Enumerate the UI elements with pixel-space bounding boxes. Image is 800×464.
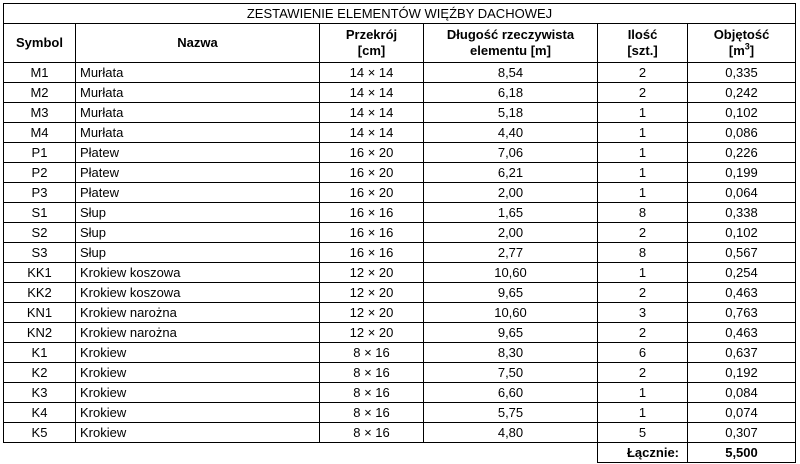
- cell-symbol: K1: [4, 343, 76, 363]
- cell-volume: 0,254: [688, 263, 796, 283]
- cell-name: Krokiew koszowa: [76, 263, 320, 283]
- table-row: [4, 103, 796, 123]
- cell-volume: 0,335: [688, 63, 796, 83]
- cell-symbol: S3: [4, 243, 76, 263]
- cell-volume: 0,463: [688, 323, 796, 343]
- cell-qty: 3: [598, 303, 688, 323]
- cell-qty: 1: [598, 383, 688, 403]
- header-volume-line2-post: ]: [749, 43, 755, 58]
- cell-volume: 0,086: [688, 123, 796, 143]
- cell-qty: 2: [598, 63, 688, 83]
- cell-qty: 1: [598, 263, 688, 283]
- cell-length: 2,77: [424, 243, 598, 263]
- header-length-line2: elementu [m]: [470, 43, 551, 58]
- cell-length: 5,75: [424, 403, 598, 423]
- cell-section: 14 × 14: [320, 83, 424, 103]
- cell-length: 7,50: [424, 363, 598, 383]
- table-row: [4, 123, 796, 143]
- cell-qty: 2: [598, 223, 688, 243]
- table-row: [4, 223, 796, 243]
- cell-name: Słup: [76, 243, 320, 263]
- cell-volume: 0,637: [688, 343, 796, 363]
- cell-volume: 0,307: [688, 423, 796, 443]
- cell-qty: 5: [598, 423, 688, 443]
- cell-section: 16 × 20: [320, 143, 424, 163]
- cell-length: 10,60: [424, 263, 598, 283]
- cell-length: 1,65: [424, 203, 598, 223]
- roof-elements-table: [3, 3, 796, 463]
- table-row: [4, 383, 796, 403]
- cell-length: 10,60: [424, 303, 598, 323]
- total-row: [4, 443, 796, 463]
- cell-qty: 2: [598, 83, 688, 103]
- table-row: [4, 263, 796, 283]
- table-row: [4, 343, 796, 363]
- table-row: [4, 203, 796, 223]
- cell-name: Murłata: [76, 123, 320, 143]
- cell-symbol: P2: [4, 163, 76, 183]
- header-section-line1: Przekrój: [345, 27, 398, 42]
- cell-name: Płatew: [76, 183, 320, 203]
- header-qty: [598, 24, 688, 63]
- cell-length: 8,54: [424, 63, 598, 83]
- cell-symbol: KK2: [4, 283, 76, 303]
- cell-volume: 0,074: [688, 403, 796, 423]
- cell-section: 12 × 20: [320, 303, 424, 323]
- cell-name: Słup: [76, 223, 320, 243]
- cell-symbol: KN1: [4, 303, 76, 323]
- cell-section: 16 × 16: [320, 203, 424, 223]
- header-section-line2: [cm]: [357, 43, 386, 58]
- cell-volume: 0,102: [688, 103, 796, 123]
- total-label: Łącznie:: [598, 443, 688, 463]
- cell-length: 7,06: [424, 143, 598, 163]
- cell-section: 12 × 20: [320, 323, 424, 343]
- cell-name: Murłata: [76, 83, 320, 103]
- cell-name: Krokiew: [76, 403, 320, 423]
- cell-volume: 0,338: [688, 203, 796, 223]
- cell-section: 14 × 14: [320, 103, 424, 123]
- cell-section: 12 × 20: [320, 283, 424, 303]
- cell-volume: 0,084: [688, 383, 796, 403]
- cell-symbol: KK1: [4, 263, 76, 283]
- table-row: [4, 83, 796, 103]
- cell-name: Krokiew narożna: [76, 323, 320, 343]
- cell-length: 4,40: [424, 123, 598, 143]
- cell-qty: 2: [598, 363, 688, 383]
- cell-symbol: K3: [4, 383, 76, 403]
- cell-length: 6,18: [424, 83, 598, 103]
- header-length-line1: Długość rzeczywista: [446, 27, 575, 42]
- cell-symbol: M3: [4, 103, 76, 123]
- cell-symbol: M2: [4, 83, 76, 103]
- header-qty-line1: Ilość: [627, 27, 658, 42]
- table-row: [4, 143, 796, 163]
- cell-qty: 1: [598, 183, 688, 203]
- cell-section: 12 × 20: [320, 263, 424, 283]
- cell-qty: 6: [598, 343, 688, 363]
- cell-name: Słup: [76, 203, 320, 223]
- cell-length: 6,21: [424, 163, 598, 183]
- cell-length: 9,65: [424, 323, 598, 343]
- cell-volume: 0,102: [688, 223, 796, 243]
- cell-volume: 0,192: [688, 363, 796, 383]
- cell-symbol: S1: [4, 203, 76, 223]
- cell-name: Krokiew: [76, 363, 320, 383]
- cell-symbol: K4: [4, 403, 76, 423]
- cell-name: Krokiew: [76, 383, 320, 403]
- cell-qty: 1: [598, 403, 688, 423]
- cell-length: 5,18: [424, 103, 598, 123]
- cell-symbol: P1: [4, 143, 76, 163]
- cell-volume: 0,064: [688, 183, 796, 203]
- header-row: [4, 24, 796, 63]
- header-name: Nazwa: [76, 24, 320, 63]
- header-section: [320, 24, 424, 63]
- cell-length: 9,65: [424, 283, 598, 303]
- cell-section: 8 × 16: [320, 383, 424, 403]
- title-row: [4, 4, 796, 24]
- header-symbol: Symbol: [4, 24, 76, 63]
- cell-section: 8 × 16: [320, 343, 424, 363]
- cell-symbol: M1: [4, 63, 76, 83]
- cell-section: 8 × 16: [320, 403, 424, 423]
- table-row: [4, 403, 796, 423]
- table-title: ZESTAWIENIE ELEMENTÓW WIĘŹBY DACHOWEJ: [4, 4, 796, 24]
- cell-section: 14 × 14: [320, 63, 424, 83]
- header-qty-line2: [szt.]: [627, 43, 658, 58]
- table-body: [4, 63, 796, 443]
- table-row: [4, 183, 796, 203]
- cell-name: Krokiew narożna: [76, 303, 320, 323]
- table-row: [4, 323, 796, 343]
- cell-qty: 1: [598, 143, 688, 163]
- cell-name: Płatew: [76, 143, 320, 163]
- cell-symbol: K5: [4, 423, 76, 443]
- header-volume: [688, 24, 796, 63]
- cell-symbol: M4: [4, 123, 76, 143]
- cell-name: Płatew: [76, 163, 320, 183]
- cell-qty: 2: [598, 323, 688, 343]
- cell-name: Krokiew: [76, 343, 320, 363]
- cell-qty: 1: [598, 103, 688, 123]
- table-container: [3, 3, 796, 463]
- cell-name: Krokiew: [76, 423, 320, 443]
- cell-length: 6,60: [424, 383, 598, 403]
- table-row: [4, 363, 796, 383]
- cell-length: 8,30: [424, 343, 598, 363]
- cell-section: 16 × 20: [320, 183, 424, 203]
- cell-volume: 0,463: [688, 283, 796, 303]
- cell-length: 4,80: [424, 423, 598, 443]
- cell-qty: 8: [598, 203, 688, 223]
- cell-symbol: P3: [4, 183, 76, 203]
- table-row: [4, 303, 796, 323]
- cell-name: Krokiew koszowa: [76, 283, 320, 303]
- cell-symbol: K2: [4, 363, 76, 383]
- table-row: [4, 63, 796, 83]
- header-volume-line2-sup: 3: [744, 41, 750, 52]
- cell-section: 16 × 16: [320, 223, 424, 243]
- cell-section: 16 × 16: [320, 243, 424, 263]
- table-row: [4, 163, 796, 183]
- cell-volume: 0,567: [688, 243, 796, 263]
- cell-section: 16 × 20: [320, 163, 424, 183]
- cell-name: Murłata: [76, 63, 320, 83]
- total-spacer: [4, 443, 598, 463]
- cell-symbol: KN2: [4, 323, 76, 343]
- cell-length: 2,00: [424, 223, 598, 243]
- header-length: [424, 24, 598, 63]
- header-volume-line2-pre: [m: [728, 43, 745, 58]
- cell-length: 2,00: [424, 183, 598, 203]
- table-row: [4, 423, 796, 443]
- cell-qty: 1: [598, 163, 688, 183]
- cell-volume: 0,242: [688, 83, 796, 103]
- table-row: [4, 243, 796, 263]
- cell-section: 8 × 16: [320, 363, 424, 383]
- cell-qty: 1: [598, 123, 688, 143]
- cell-volume: 0,199: [688, 163, 796, 183]
- cell-section: 8 × 16: [320, 423, 424, 443]
- header-volume-line1: Objętość: [713, 27, 770, 42]
- cell-symbol: S2: [4, 223, 76, 243]
- total-value: 5,500: [688, 443, 796, 463]
- cell-name: Murłata: [76, 103, 320, 123]
- cell-section: 14 × 14: [320, 123, 424, 143]
- cell-volume: 0,763: [688, 303, 796, 323]
- cell-volume: 0,226: [688, 143, 796, 163]
- table-row: [4, 283, 796, 303]
- cell-qty: 2: [598, 283, 688, 303]
- cell-qty: 8: [598, 243, 688, 263]
